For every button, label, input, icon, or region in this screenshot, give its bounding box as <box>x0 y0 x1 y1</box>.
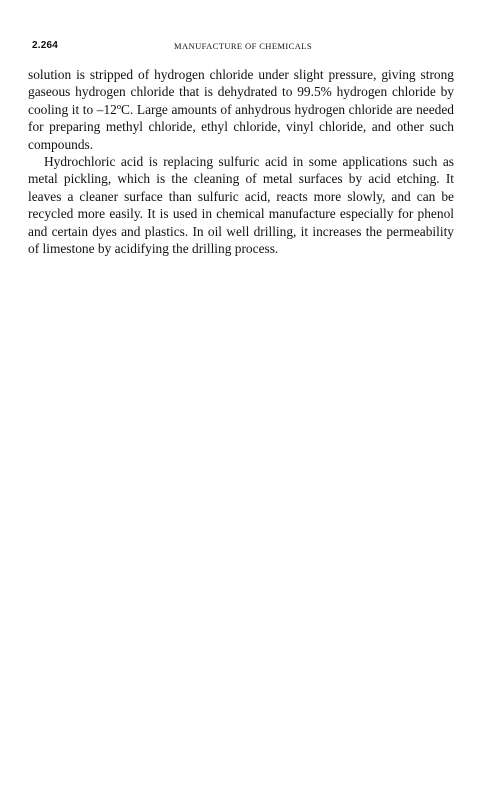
paragraph-continued: solution is stripped of hydrogen chloride under slight pressure, giving strong gaseous hydrogen chloride that is dehydrated to 99.5% hydrogen chloride by cooling it to –12ºC. Large amounts of anhydrous hydrogen chloride are needed for preparing methyl chloride, ethyl chloride, vinyl chloride, and other such compounds. <box>28 67 454 152</box>
paragraph-hydrochloric-acid: Hydrochloric acid is replacing sulfuric acid in some applications such as metal pickling, which is the cleaning of metal surfaces by acid etching. It leaves a cleaner surface than sulfuric acid, reacts more slowly, and can be recycled more easily. It is used in chemical manufacture especially for phenol and certain dyes and plastics. In oil well drilling, it increases the permeability of limestone by acidifying the drilling process. <box>28 154 454 257</box>
running-head <box>32 40 454 54</box>
chapter-title: MANUFACTURE OF CHEMICALS <box>174 41 312 51</box>
body-text <box>28 66 454 257</box>
page-number: 2.264 <box>32 40 59 51</box>
